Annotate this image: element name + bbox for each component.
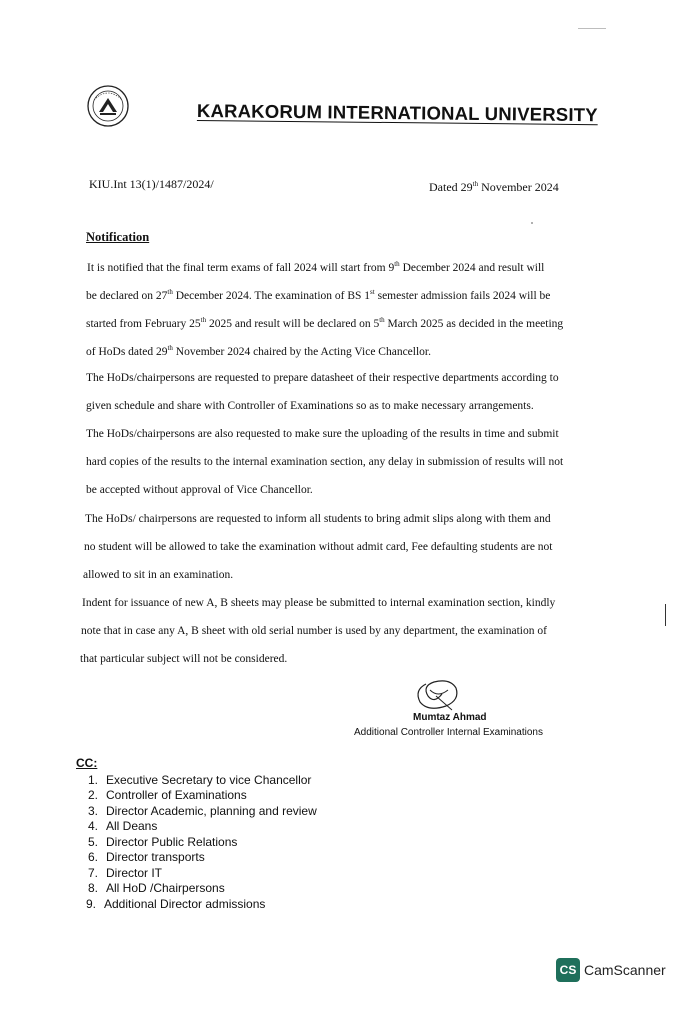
notice-line: note that in case any A, B sheet with old serial number is used by any department, the examination of [81,625,547,637]
notice-line: given schedule and share with Controller of Examinations so as to make necessary arrangements. [86,400,534,412]
notice-line: The HoDs/chairpersons are also requested to make sure the uploading of the results in time and submit [86,428,559,440]
camscanner-icon: CS [556,958,580,982]
notification-heading: Notification [86,230,150,244]
cc-list-item: 9. Additional Director admissions [85,897,266,911]
notice-line: be accepted without approval of Vice Chancellor. [86,484,313,496]
signatory-name: Mumtaz Ahmad [413,712,487,723]
scan-edge-mark [665,604,666,626]
notice-line: allowed to sit in an examination. [83,569,234,581]
reference-number: KIU.Int 13(1)/1487/2024/ [89,177,214,191]
notice-line: It is notified that the final term exams of fall 2024 will start from 9th December 2024 and result will [87,260,545,274]
cc-list-item: 8. All HoD /Chairpersons [87,881,225,895]
date-line: Dated 29th November 2024 [429,180,559,194]
notice-line: hard copies of the results to the internal examination section, any delay in submission of results will not [86,456,564,468]
notice-line: The HoDs/ chairpersons are requested to inform all students to bring admit slips along with them and [85,513,551,525]
scan-artifact-line [578,28,606,29]
cc-list-item: 2. Controller of Examinations [87,788,247,802]
scan-speck [531,222,533,224]
cc-list-item: 4. All Deans [87,819,158,833]
notice-line: The HoDs/chairpersons are requested to prepare datasheet of their respective departments according to [86,372,559,384]
camscanner-label: CamScanner [584,962,666,978]
university-title: KARAKORUM INTERNATIONAL UNIVERSITY [196,100,598,126]
notice-line: no student will be allowed to take the examination without admit card, Fee defaulting students are not [84,541,553,553]
notice-line: started from February 25th 2025 and result will be declared on 5th March 2025 as decided in the meeting [86,316,564,330]
camscanner-watermark [556,958,666,982]
cc-list-item: 5. Director Public Relations [87,835,238,849]
cc-heading: CC: [76,756,98,770]
notice-line: be declared on 27th December 2024. The examination of BS 1st semester admission fails 2024 will be [86,288,551,302]
notice-line: that particular subject will not be considered. [80,653,288,665]
notice-line: of HoDs dated 29th November 2024 chaired by the Acting Vice Chancellor. [86,344,431,358]
notice-line: Indent for issuance of new A, B sheets may please be submitted to internal examination section, kindly [82,597,556,609]
signature-mark [408,676,468,716]
cc-list-item: 6. Director transports [87,850,205,864]
university-logo-icon [86,84,130,128]
cc-list-item: 1. Executive Secretary to vice Chancellor [87,773,312,787]
signatory-role: Additional Controller Internal Examinations [354,727,543,738]
cc-list-item: 3. Director Academic, planning and review [87,804,317,818]
cc-list-item: 7. Director IT [87,866,163,880]
